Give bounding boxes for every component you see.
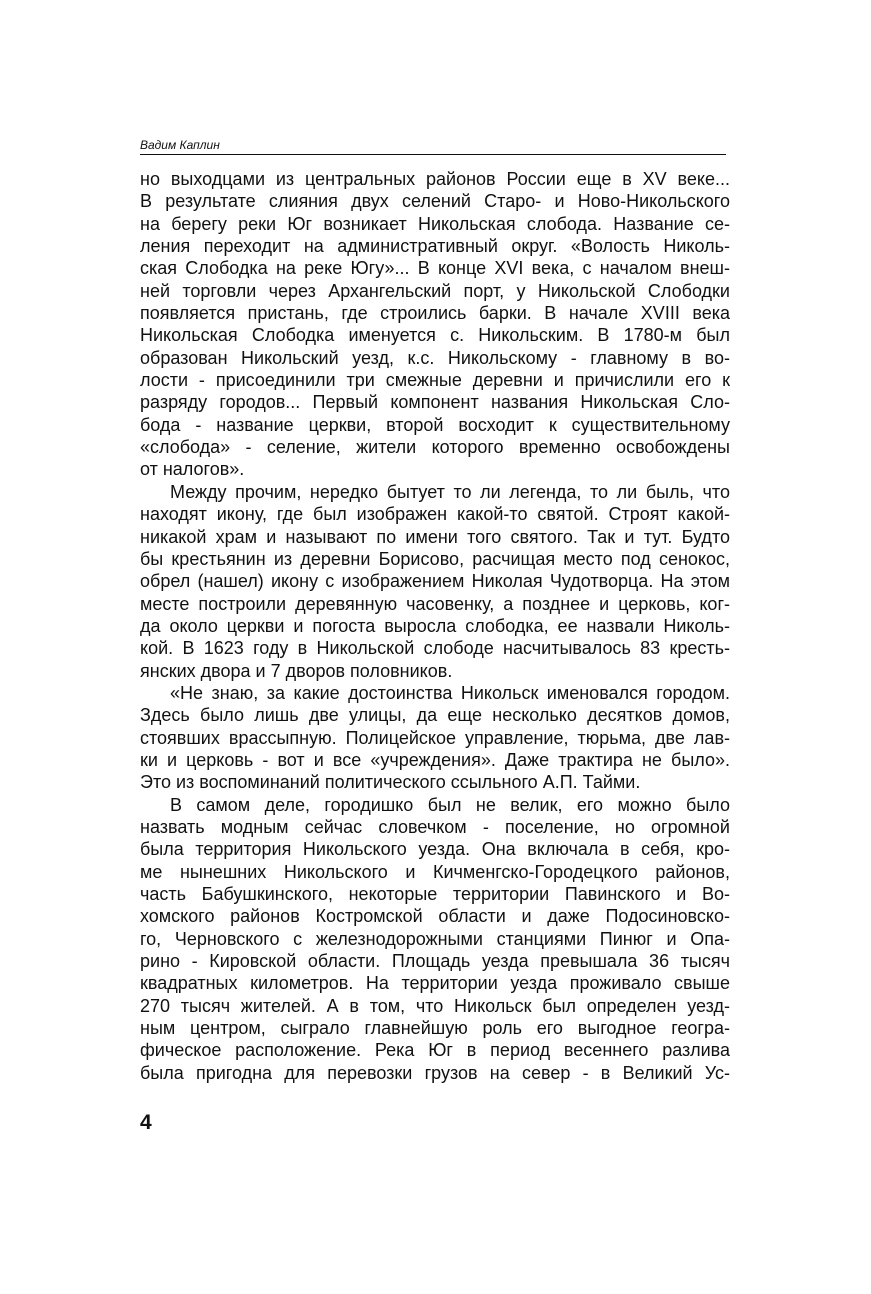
text-line: была пригодна для перевозки грузов на север - в Великий Ус- bbox=[140, 1062, 730, 1083]
text-line: Между прочим, нередко бытует то ли легенда, то ли быль, что bbox=[170, 481, 730, 502]
text-line: бы крестьянин из деревни Борисово, расчищая место под сенокос, bbox=[140, 548, 730, 569]
text-line: лости - присоединили три смежные деревни и причислили его к bbox=[140, 370, 730, 391]
text-line: В самом деле, городишко был не велик, его можно было bbox=[170, 794, 730, 815]
paragraph-3 bbox=[140, 682, 730, 794]
text-line: кой. В 1623 году в Никольской слободе насчитывалось 83 кресть- bbox=[140, 638, 730, 659]
text-line: месте построили деревянную часовенку, а позднее и церковь, ког- bbox=[140, 593, 730, 614]
text-line: но выходцами из центральных районов России еще в XV веке... bbox=[140, 169, 730, 189]
text-line: го, Черновского с железнодорожными станциями Пинюг и Опа- bbox=[140, 928, 730, 949]
paragraph-2 bbox=[140, 481, 730, 682]
paragraph-4 bbox=[140, 794, 730, 1084]
text-line: разряду городов... Первый компонент названия Никольская Сло- bbox=[140, 392, 730, 413]
text-line: ления переходит на административный округ. «Волость Николь- bbox=[140, 236, 730, 257]
page-number: 4 bbox=[140, 1111, 152, 1134]
text-line: находят икону, где был изображен какой-то святой. Строят какой- bbox=[140, 504, 730, 525]
text-line: бода - название церкви, второй восходит к существительному bbox=[140, 414, 730, 435]
text-line: от налогов». bbox=[140, 459, 245, 480]
text-line: хомского районов Костромской области и даже Подосиновско- bbox=[140, 906, 730, 927]
text-line: Здесь было лишь две улицы, да еще несколько десятков домов, bbox=[140, 705, 730, 726]
text-line: обрел (нашел) икону с изображением Николая Чудотворца. На этом bbox=[140, 571, 730, 592]
text-line: янских двора и 7 дворов половников. bbox=[140, 660, 453, 681]
text-line: ме нынешних Никольского и Кичменгско-Городецкого районов, bbox=[140, 861, 730, 882]
text-line: фическое расположение. Река Юг в период весеннего разлива bbox=[140, 1040, 730, 1061]
text-line: никакой храм и называют по имени того святого. Так и тут. Будто bbox=[140, 526, 730, 547]
text-line: рино - Кировской области. Площадь уезда превышала 36 тысяч bbox=[140, 951, 730, 972]
text-line: 270 тысяч жителей. А в том, что Никольск был определен уезд- bbox=[140, 995, 730, 1016]
text-line: ней торговли через Архангельский порт, у Никольской Слободки bbox=[140, 280, 730, 301]
text-line: стоявших врассыпную. Полицейское управление, тюрьма, две лав- bbox=[140, 727, 730, 748]
paragraph-1 bbox=[140, 168, 730, 481]
text-line: «слобода» - селение, жители которого временно освобождены bbox=[140, 437, 730, 458]
text-line: да около церкви и погоста выросла слободка, ее назвали Николь- bbox=[140, 615, 730, 636]
text-line: назвать модным сейчас словечком - поселение, но огромной bbox=[140, 816, 730, 837]
text-line: «Не знаю, за какие достоинства Никольск именовался городом. bbox=[170, 682, 730, 703]
body-text bbox=[140, 168, 730, 1084]
text-line: Никольская Слободка именуется с. Никольским. В 1780-м был bbox=[140, 325, 730, 346]
text-line: ская Слободка на реке Югу»... В конце XVI века, с началом внеш- bbox=[140, 258, 730, 279]
text-line: образован Никольский уезд, к.с. Никольскому - главному в во- bbox=[140, 347, 730, 368]
text-line: появляется пристань, где строились барки. В начале XVIII века bbox=[140, 303, 730, 324]
text-line: ным центром, сыграло главнейшую роль его выгодное геогра- bbox=[140, 1018, 730, 1039]
text-line: квадратных километров. На территории уезда проживало свыше bbox=[140, 973, 730, 994]
running-head-author: Вадим Каплин bbox=[140, 138, 726, 155]
text-line: ки и церковь - вот и все «учреждения». Даже трактира не было». bbox=[140, 749, 730, 770]
text-line: часть Бабушкинского, некоторые территории Павинского и Во- bbox=[140, 884, 730, 904]
text-line: Это из воспоминаний политического ссыльного А.П. Тайми. bbox=[140, 772, 641, 793]
text-line: В результате слияния двух селений Старо- и Ново-Никольского bbox=[140, 191, 730, 212]
text-line: на берегу реки Юг возникает Никольская слобода. Название се- bbox=[140, 213, 730, 234]
text-line: была территория Никольского уезда. Она включала в себя, кро- bbox=[140, 839, 730, 860]
